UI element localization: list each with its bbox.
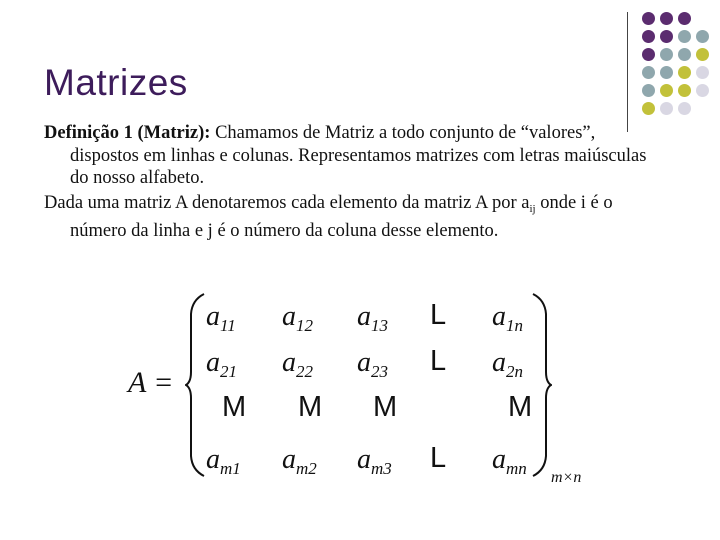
matrix-entry-index: m2 (296, 459, 317, 478)
matrix-entry-base: a (206, 347, 220, 378)
matrix-ellipsis-glyph: L (430, 299, 447, 331)
matrix-entry-base: a (492, 347, 506, 378)
element-text: Dada uma matriz A denotaremos cada elemento da matriz A por a (44, 192, 530, 213)
matrix-entry-index: 21 (220, 362, 237, 381)
matrix-ellipsis-glyph: L (430, 345, 447, 377)
matrix-entry-base: a (492, 444, 506, 475)
slide-title: Matrizes (44, 62, 188, 103)
matrix-entry-index: 1n (506, 316, 523, 335)
matrix-ellipsis-glyph: M (373, 391, 398, 423)
matrix-entry-base: a (492, 301, 506, 332)
element-subscript: ij (529, 202, 536, 215)
matrix-entry (206, 303, 236, 334)
matrix-entry (206, 349, 237, 380)
matrix-entry-base: a (282, 301, 296, 332)
matrix-entry-base: a (357, 444, 371, 475)
matrix-entry (357, 303, 388, 334)
matrix-entry-base: a (357, 301, 371, 332)
matrix-entry-base: a (206, 444, 220, 475)
matrix-ellipsis-glyph: L (430, 442, 447, 474)
matrix-entry-index: 11 (220, 316, 236, 335)
matrix-entry (282, 446, 317, 477)
matrix-entry-index: mn (506, 459, 527, 478)
right-brace (530, 292, 552, 478)
matrix-entry (282, 349, 313, 380)
matrix-entry-index: 2n (506, 362, 523, 381)
matrix-entry (206, 446, 241, 477)
element-text-2: onde i é o número da linha e j é o número da coluna desse elemento. (70, 192, 613, 241)
matrix-entry-base: a (206, 301, 220, 332)
definition-label: Definição 1 (Matriz): (44, 123, 211, 143)
matrix-entry-index: m1 (220, 459, 241, 478)
matrix-entry-index: 23 (371, 362, 388, 381)
definition-text: Chamamos de Matriz a todo conjunto de “valores”, dispostos em linhas e colunas. Representamos matrizes com letras maiúsculas do nosso alfabeto. (70, 123, 647, 188)
matrix-entry-index: m3 (371, 459, 392, 478)
matrix-ellipsis-glyph: M (222, 391, 247, 423)
matrix-entry-base: a (282, 347, 296, 378)
matrix-size: m×n (551, 469, 582, 486)
matrix-entry-base: a (357, 347, 371, 378)
matrix-entry (492, 349, 523, 380)
matrix-entry (357, 349, 388, 380)
matrix-entry (492, 446, 527, 477)
matrix-entry-index: 13 (371, 316, 388, 335)
matrix-ellipsis-glyph: M (508, 391, 533, 423)
matrix-lhs: A = (128, 366, 174, 399)
matrix-entry-base: a (282, 444, 296, 475)
matrix-entry (357, 446, 392, 477)
matrix-entry (492, 303, 523, 334)
matrix-ellipsis-glyph: M (298, 391, 323, 423)
matrix-entry (282, 303, 313, 334)
matrix-entry-index: 12 (296, 316, 313, 335)
left-brace (185, 292, 207, 478)
matrix-entry-index: 22 (296, 362, 313, 381)
